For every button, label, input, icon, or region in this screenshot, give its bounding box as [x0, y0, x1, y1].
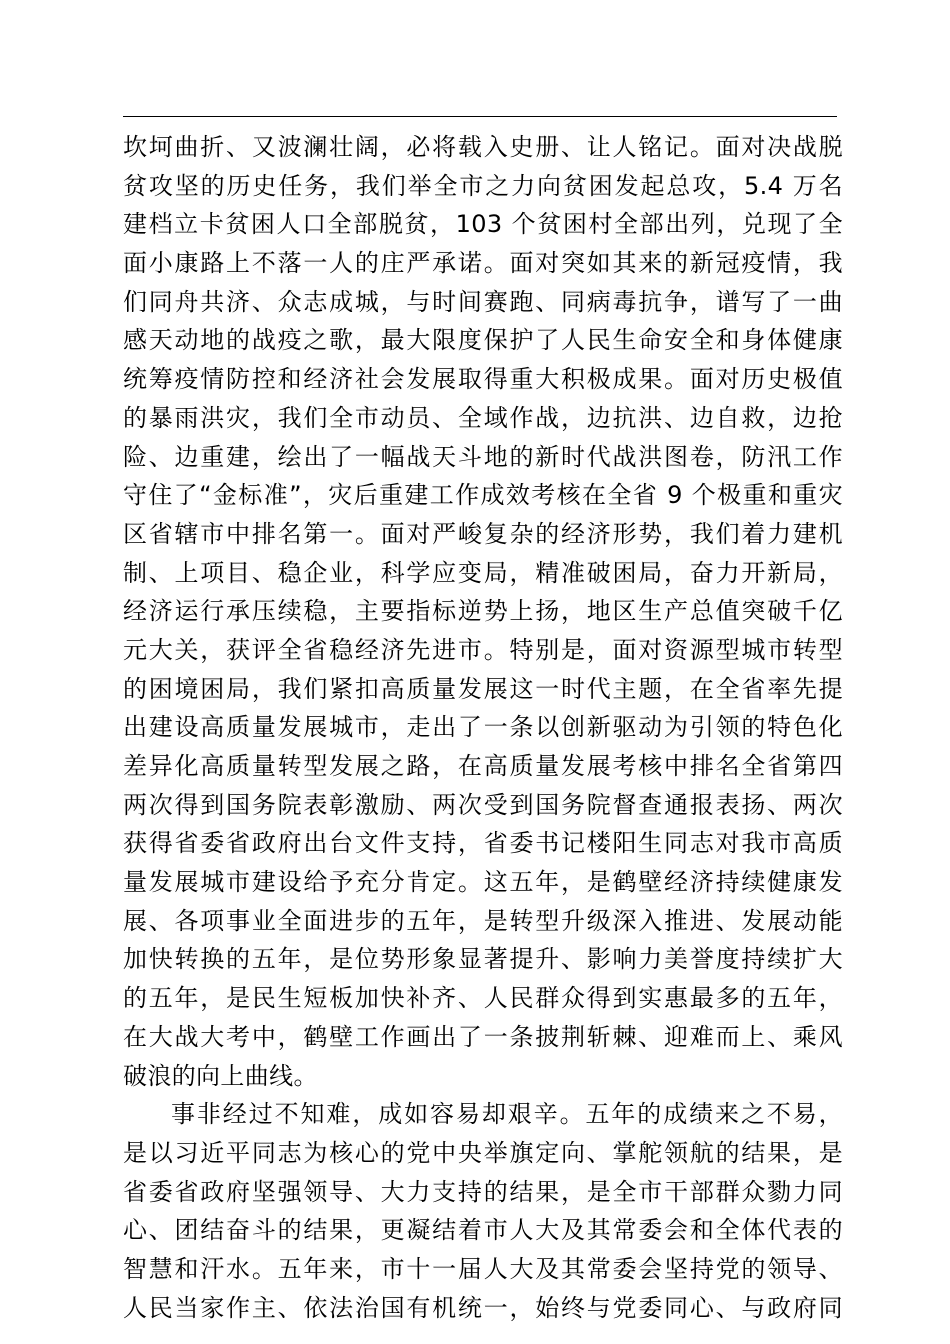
text-line: 展、各项事业全面进步的五年，是转型升级深入推进、发展动能 — [123, 906, 843, 935]
text-line: 智慧和汗水。五年来，市十一届人大及其常委会坚持党的领导、 — [123, 1254, 843, 1283]
header-rule — [123, 116, 837, 117]
text-line: 们同舟共济、众志成城，与时间赛跑、同病毒抗争，谱写了一曲 — [123, 287, 843, 316]
text-line: 加快转换的五年，是位势形象显著提升、影响力美誉度持续扩大 — [123, 945, 843, 974]
paragraph-1 — [123, 128, 843, 1095]
text-line: 的暴雨洪灾，我们全市动员、全域作战，边抗洪、边自救，边抢 — [123, 403, 843, 432]
text-line: 感天动地的战疫之歌，最大限度保护了人民生命安全和身体健康 — [123, 326, 843, 355]
text-line: 贫攻坚的历史任务，我们举全市之力向贫困发起总攻，5.4 万名 — [123, 171, 843, 200]
text-line: 人民当家作主、依法治国有机统一，始终与党委同心、与政府同 — [123, 1293, 843, 1322]
text-line: 两次得到国务院表彰激励、两次受到国务院督查通报表扬、两次 — [123, 790, 843, 819]
text-line: 守住了“金标准”，灾后重建工作成效考核在全省 9 个极重和重灾 — [123, 481, 843, 510]
text-line: 坎坷曲折、又波澜壮阔，必将载入史册、让人铭记。面对决战脱 — [123, 133, 843, 161]
text-line: 区省辖市中排名第一。面对严峻复杂的经济形势，我们着力建机 — [123, 519, 843, 548]
text-line: 量发展城市建设给予充分肯定。这五年，是鹤壁经济持续健康发 — [123, 868, 843, 897]
text-line: 元大关，获评全省稳经济先进市。特别是，面对资源型城市转型 — [123, 635, 843, 664]
text-line: 经济运行承压续稳，主要指标逆势上扬，地区生产总值突破千亿 — [123, 597, 843, 626]
text-line: 差异化高质量转型发展之路，在高质量发展考核中排名全省第四 — [123, 752, 843, 780]
text-line: 建档立卡贫困人口全部脱贫，103 个贫困村全部出列，兑现了全 — [123, 210, 843, 239]
text-line: 制、上项目、稳企业，科学应变局，精准破困局，奋力开新局， — [123, 558, 843, 587]
text-line: 是以习近平同志为核心的党中央举旗定向、掌舵领航的结果，是 — [123, 1138, 843, 1167]
text-line: 破浪的向上曲线。 — [123, 1061, 318, 1090]
body-text — [123, 128, 843, 1327]
text-line: 获得省委省政府出台文件支持，省委书记楼阳生同志对我市高质 — [123, 829, 843, 858]
text-line: 事非经过不知难，成如容易却艰辛。五年的成绩来之不易， — [171, 1100, 843, 1129]
text-line: 险、边重建，绘出了一幅战天斗地的新时代战洪图卷，防汛工作 — [123, 442, 843, 471]
text-line: 心、团结奋斗的结果，更凝结着市人大及其常委会和全体代表的 — [123, 1216, 843, 1245]
text-line: 出建设高质量发展城市，走出了一条以创新驱动为引领的特色化 — [123, 713, 843, 742]
paragraph-2 — [123, 1095, 843, 1327]
text-line: 的困境困局，我们紧扣高质量发展这一时代主题，在全省率先提 — [123, 674, 843, 703]
text-line: 在大战大考中，鹤壁工作画出了一条披荆斩棘、迎难而上、乘风 — [123, 1022, 843, 1051]
text-line: 省委省政府坚强领导、大力支持的结果，是全市干部群众勠力同 — [123, 1177, 843, 1206]
text-line: 的五年，是民生短板加快补齐、人民群众得到实惠最多的五年， — [123, 984, 843, 1013]
text-line: 统筹疫情防控和经济社会发展取得重大积极成果。面对历史极值 — [123, 365, 843, 394]
text-line: 面小康路上不落一人的庄严承诺。面对突如其来的新冠疫情，我 — [123, 249, 843, 278]
